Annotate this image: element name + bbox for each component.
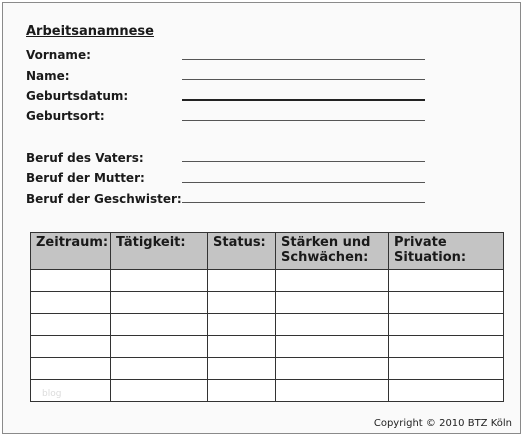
header-private-situation: Private Situation: [389, 233, 504, 270]
table-cell[interactable] [389, 314, 504, 336]
table-cell[interactable] [276, 358, 389, 380]
table-cell[interactable] [276, 292, 389, 314]
table-cell[interactable] [111, 292, 208, 314]
name-label: Name: [26, 69, 70, 83]
form-page [2, 2, 521, 434]
table-cell[interactable] [111, 270, 208, 292]
beruf-mutter-field[interactable] [182, 182, 425, 183]
table-cell[interactable] [389, 270, 504, 292]
vorname-label: Vorname: [26, 48, 91, 62]
table-cell[interactable] [276, 314, 389, 336]
beruf-vater-field[interactable] [182, 161, 425, 162]
watermark-text: blog [42, 389, 62, 399]
geburtsort-field[interactable] [182, 120, 425, 121]
table-cell[interactable] [31, 314, 111, 336]
table-cell[interactable] [208, 314, 276, 336]
geburtsdatum-label: Geburtsdatum: [26, 89, 129, 103]
form-title: Arbeitsanamnese [26, 24, 154, 39]
beruf-geschwister-label: Beruf der Geschwister: [26, 192, 182, 206]
table-body [31, 270, 504, 402]
vorname-field[interactable] [182, 59, 425, 60]
copyright-notice: Copyright © 2010 BTZ Köln [373, 418, 512, 429]
table-row [31, 380, 504, 402]
table-row [31, 314, 504, 336]
table-cell[interactable] [208, 380, 276, 402]
name-field[interactable] [182, 79, 425, 80]
table-cell[interactable] [389, 336, 504, 358]
table-row [31, 358, 504, 380]
table-cell[interactable] [111, 314, 208, 336]
table-cell[interactable] [31, 292, 111, 314]
geburtsort-label: Geburtsort: [26, 109, 105, 123]
table-cell[interactable] [31, 358, 111, 380]
table-cell[interactable] [389, 380, 504, 402]
table-cell[interactable] [389, 292, 504, 314]
table-cell[interactable] [208, 336, 276, 358]
table-cell[interactable] [389, 358, 504, 380]
table-cell[interactable] [31, 336, 111, 358]
table-cell[interactable] [208, 292, 276, 314]
table-header-row [31, 233, 504, 270]
header-zeitraum: Zeitraum: [31, 233, 111, 270]
table-cell[interactable] [111, 358, 208, 380]
geburtsdatum-field[interactable] [182, 99, 425, 101]
table-cell[interactable] [111, 336, 208, 358]
table-cell[interactable] [276, 380, 389, 402]
header-staerken-schwaechen: Stärken und Schwächen: [276, 233, 389, 270]
table-cell[interactable] [31, 270, 111, 292]
table-row [31, 270, 504, 292]
table-row [31, 336, 504, 358]
employment-history-table [30, 232, 504, 402]
beruf-geschwister-field[interactable] [182, 202, 425, 203]
beruf-vater-label: Beruf des Vaters: [26, 151, 144, 165]
header-taetigkeit: Tätigkeit: [111, 233, 208, 270]
table-cell[interactable] [208, 358, 276, 380]
table-row [31, 292, 504, 314]
table-cell[interactable] [276, 336, 389, 358]
beruf-mutter-label: Beruf der Mutter: [26, 171, 145, 185]
header-status: Status: [208, 233, 276, 270]
table-cell[interactable] [208, 270, 276, 292]
table-cell[interactable] [111, 380, 208, 402]
table-cell[interactable] [276, 270, 389, 292]
